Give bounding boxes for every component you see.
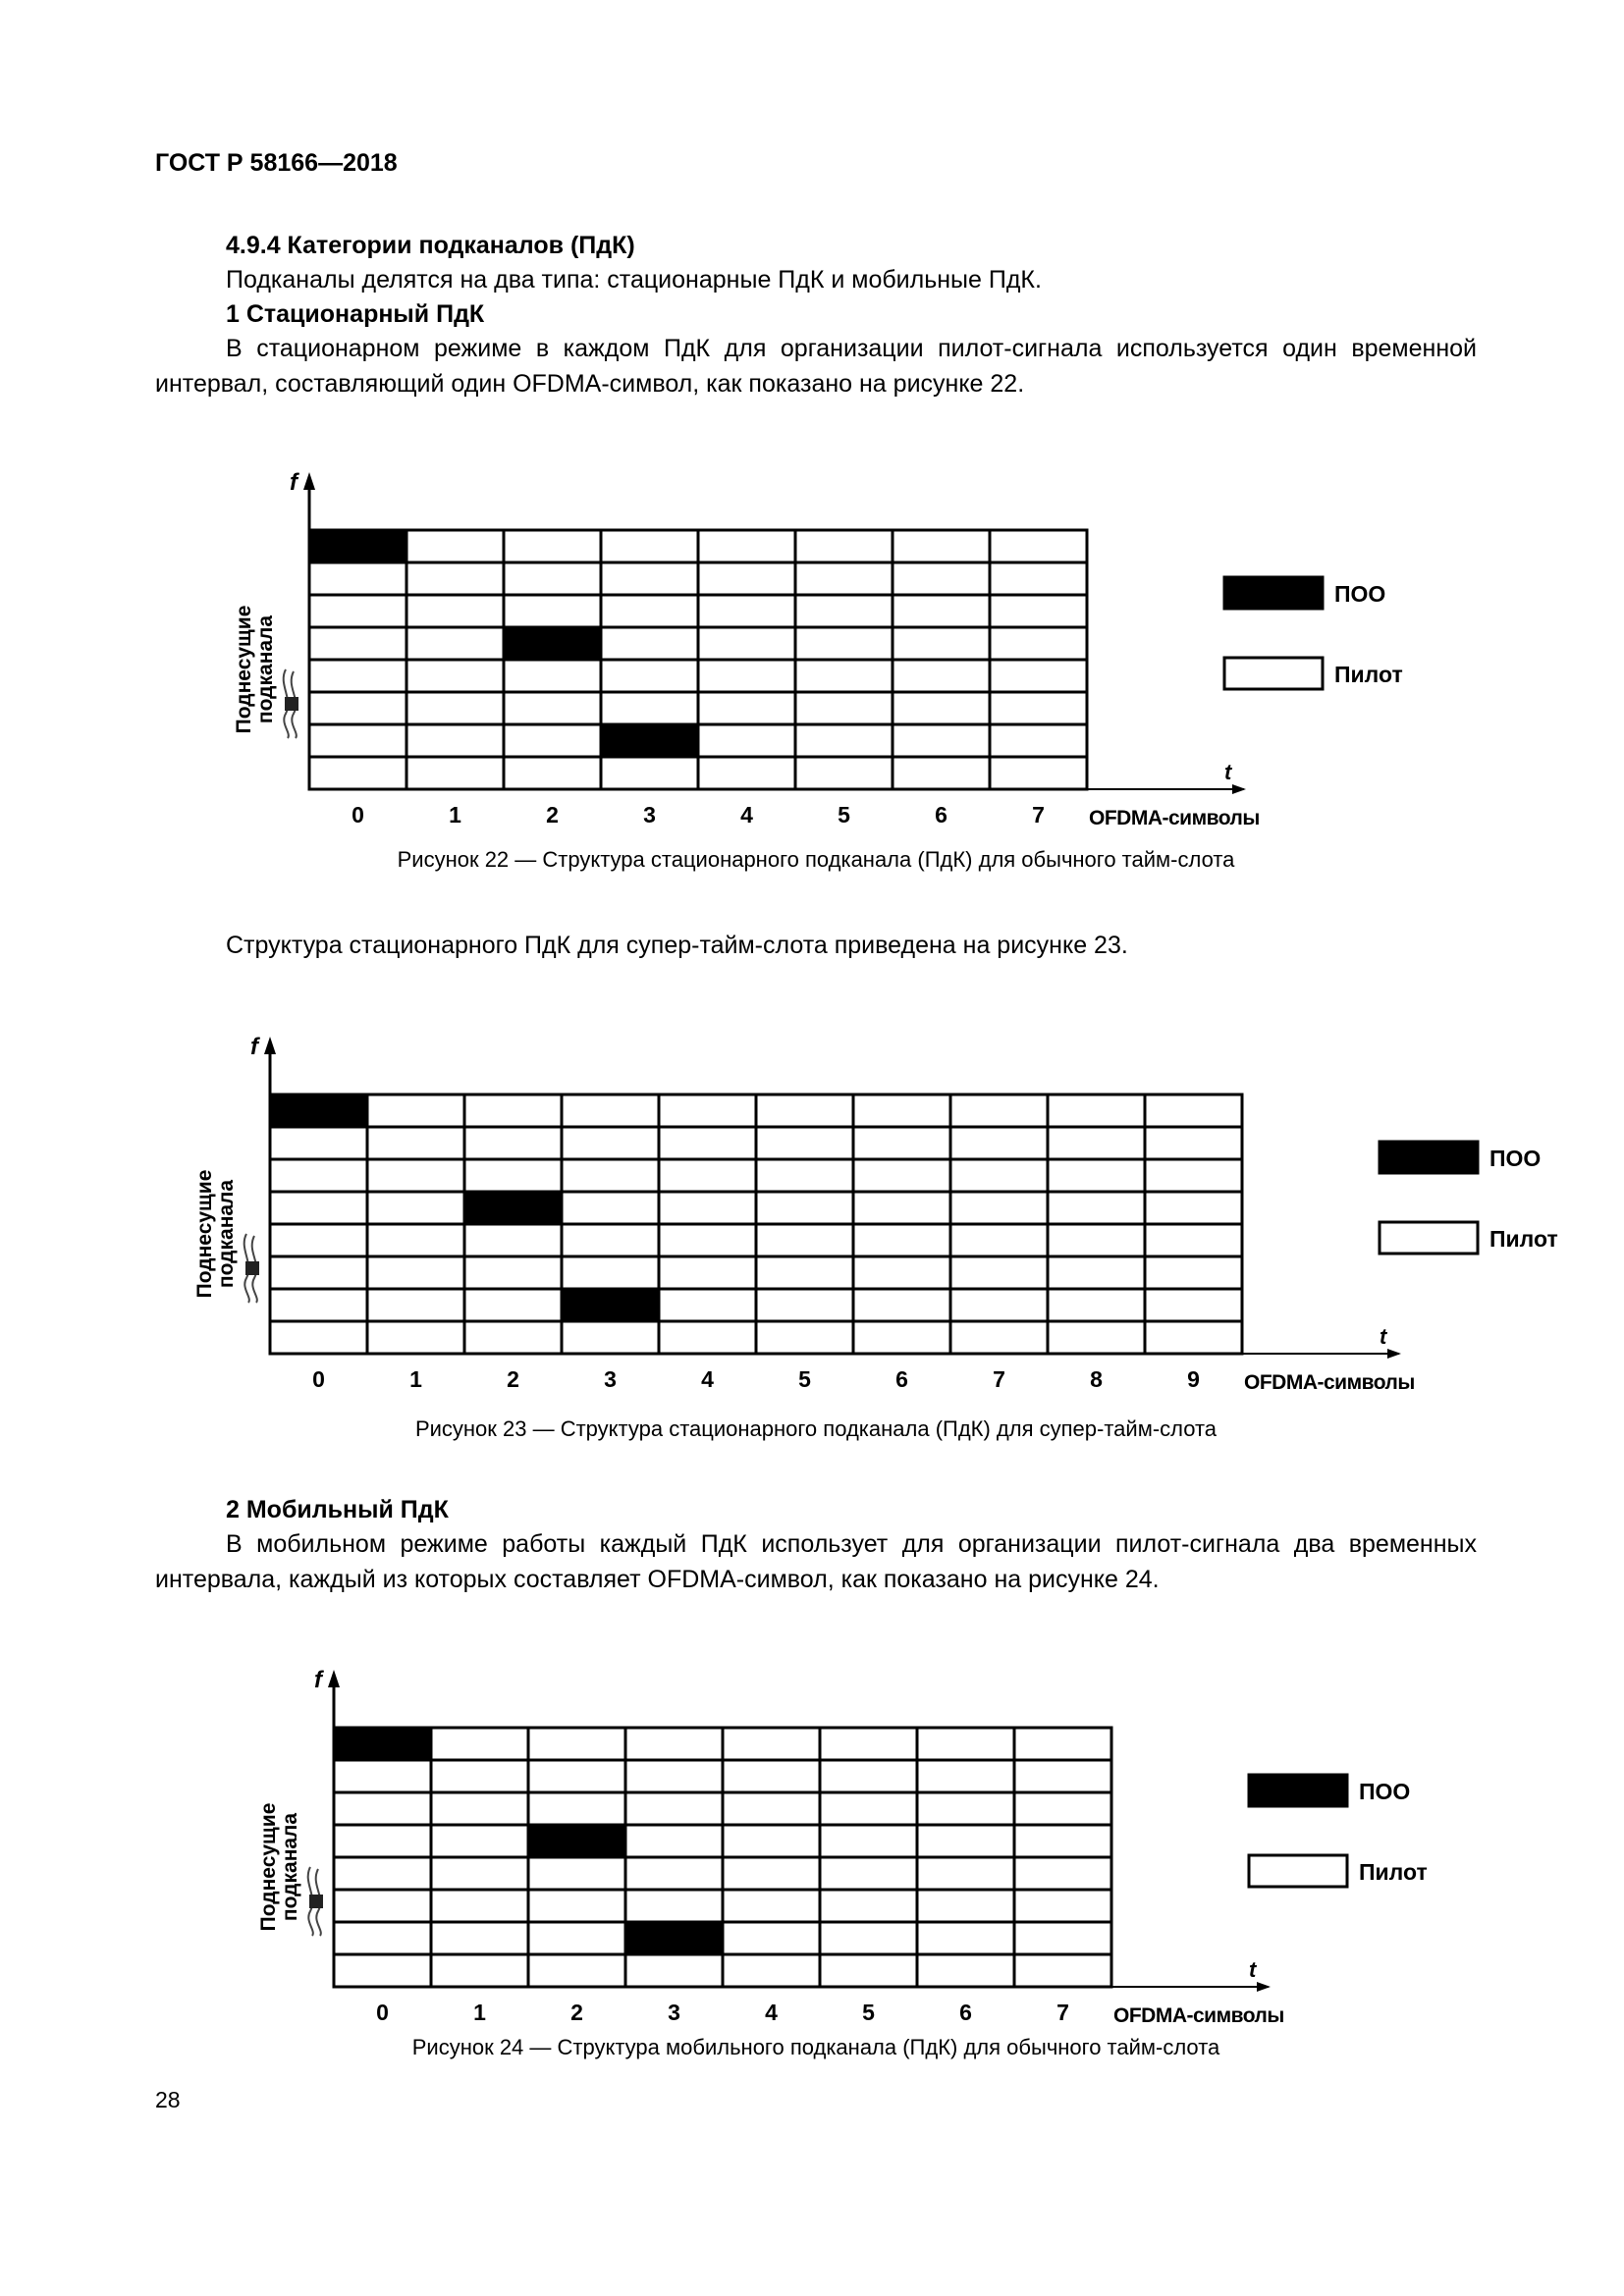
- legend-label: ПОО: [1489, 1146, 1542, 1171]
- legend-swatch-empty: [1224, 658, 1323, 689]
- grid-cell: [698, 627, 795, 660]
- grid-cell: [950, 1321, 1048, 1354]
- grid-cell: [406, 660, 504, 692]
- squiggle-mark: [285, 697, 298, 711]
- grid-cell: [528, 1890, 625, 1922]
- grid-cell: [990, 757, 1087, 789]
- y-axis-arrow: [328, 1670, 340, 1687]
- grid-cell: [504, 595, 601, 627]
- grid-cell: [367, 1095, 464, 1127]
- grid-cell: [659, 1224, 756, 1256]
- grid-cell: [990, 660, 1087, 692]
- grid-cell: [1048, 1321, 1145, 1354]
- grid-cell: [367, 1224, 464, 1256]
- figure-24-caption: Рисунок 24 — Структура мобильного подканала (ПдК) для обычного тайм-слота: [411, 2035, 1220, 2059]
- x-tick-label: 5: [862, 2000, 875, 2025]
- legend-swatch-filled: [1380, 1142, 1478, 1173]
- grid-cell: [917, 1760, 1014, 1792]
- x-tick-label: 2: [546, 802, 559, 828]
- grid-cell: [917, 1728, 1014, 1760]
- grid-cell: [431, 1922, 528, 1954]
- grid-cell: [756, 1224, 853, 1256]
- grid-cell: [795, 757, 893, 789]
- grid-cell: [625, 1825, 723, 1857]
- grid-cell: [270, 1321, 367, 1354]
- grid-cell: [601, 562, 698, 595]
- figure-22-caption: Рисунок 22 — Структура стационарного подканала (ПдК) для обычного тайм-слота: [397, 847, 1235, 872]
- grid-cell: [464, 1321, 562, 1354]
- grid-cell: [917, 1825, 1014, 1857]
- grid-cell: [367, 1192, 464, 1224]
- x-tick-label: 5: [838, 802, 850, 828]
- grid-cell: [562, 1095, 659, 1127]
- grid-cell: [698, 530, 795, 562]
- grid-cell: [528, 1728, 625, 1760]
- grid-cell: [625, 1954, 723, 1987]
- grid-cell: [270, 1127, 367, 1159]
- y-axis-label-group: [193, 1170, 238, 1299]
- grid-cell: [698, 660, 795, 692]
- figure-22-chart: [216, 466, 1424, 829]
- grid-cell: [528, 1760, 625, 1792]
- x-axis-arrow: [1232, 784, 1246, 794]
- grid-cell: [950, 1095, 1048, 1127]
- grid-cell: [990, 595, 1087, 627]
- grid-cell-filled: [464, 1192, 562, 1224]
- grid-cell: [990, 724, 1087, 757]
- grid-cell: [1014, 1857, 1111, 1890]
- grid-cell: [464, 1127, 562, 1159]
- x-tick-label: 5: [798, 1366, 811, 1392]
- grid-cell: [853, 1256, 950, 1289]
- grid-cell: [504, 692, 601, 724]
- grid-cell: [367, 1289, 464, 1321]
- grid-cell: [698, 595, 795, 627]
- grid-cell: [309, 660, 406, 692]
- section-title: 4.9.4 Категории подканалов (ПдК): [226, 232, 635, 259]
- grid-cell: [464, 1159, 562, 1192]
- grid-cell: [1048, 1192, 1145, 1224]
- grid-cell: [601, 595, 698, 627]
- y-axis-letter: f: [314, 1667, 322, 1693]
- figure-23: [177, 1031, 1558, 1394]
- grid-cell: [698, 562, 795, 595]
- grid-cell: [309, 724, 406, 757]
- grid-cell: [893, 692, 990, 724]
- y-axis-label-line2: подканала: [279, 1812, 301, 1922]
- subsection-2-title: 2 Мобильный ПдК: [226, 1496, 449, 1523]
- grid-cell: [723, 1760, 820, 1792]
- grid-cell: [1145, 1192, 1242, 1224]
- grid-cell: [1048, 1224, 1145, 1256]
- grid-cell: [756, 1256, 853, 1289]
- grid-cell: [756, 1127, 853, 1159]
- grid-cell: [795, 692, 893, 724]
- squiggle-mark: [309, 1895, 323, 1908]
- y-axis-letter: f: [250, 1034, 258, 1060]
- grid-cell: [562, 1127, 659, 1159]
- grid-cell: [1014, 1728, 1111, 1760]
- grid-cell: [309, 595, 406, 627]
- grid-cell: [309, 757, 406, 789]
- grid-cell-filled: [270, 1095, 367, 1127]
- x-tick-label: 8: [1090, 1366, 1103, 1392]
- grid-cell: [367, 1127, 464, 1159]
- y-axis-label-line1: Поднесущие: [233, 605, 255, 734]
- intro-paragraph: Подканалы делятся на два типа: стационарные ПдК и мобильные ПдК.: [226, 266, 1042, 294]
- grid-cell: [1048, 1256, 1145, 1289]
- x-tick-label: 0: [352, 802, 364, 828]
- grid-cell: [1145, 1321, 1242, 1354]
- x-axis-arrow: [1387, 1349, 1401, 1359]
- grid-cell: [270, 1256, 367, 1289]
- grid-cell: [990, 692, 1087, 724]
- grid-cell: [309, 692, 406, 724]
- grid-cell: [820, 1857, 917, 1890]
- legend-label: Пилот: [1359, 1859, 1428, 1885]
- grid-cell: [601, 660, 698, 692]
- x-tick-label: 0: [376, 2000, 389, 2025]
- grid-cell: [562, 1192, 659, 1224]
- grid-cell: [464, 1224, 562, 1256]
- grid-cell-filled: [309, 530, 406, 562]
- grid-cell: [464, 1095, 562, 1127]
- grid-cell: [659, 1256, 756, 1289]
- grid-cell: [659, 1289, 756, 1321]
- grid-cell: [334, 1890, 431, 1922]
- grid-cell: [1145, 1256, 1242, 1289]
- figure-23-reference: Структура стационарного ПдК для супер-тайм-слота приведена на рисунке 23.: [226, 932, 1128, 959]
- grid-cell: [464, 1256, 562, 1289]
- x-tick-label: 9: [1187, 1366, 1200, 1392]
- grid-cell: [431, 1760, 528, 1792]
- grid-cell: [334, 1760, 431, 1792]
- grid-cell: [270, 1224, 367, 1256]
- grid-cell: [601, 757, 698, 789]
- grid-cell: [853, 1321, 950, 1354]
- grid-cell: [820, 1825, 917, 1857]
- grid-cell: [1014, 1792, 1111, 1825]
- grid-cell: [756, 1095, 853, 1127]
- grid-cell: [504, 660, 601, 692]
- grid-cell-filled: [334, 1728, 431, 1760]
- grid-cell: [893, 530, 990, 562]
- grid-cell: [917, 1857, 1014, 1890]
- grid-cell: [528, 1857, 625, 1890]
- x-axis-label: OFDMA-символы: [1113, 2004, 1284, 2027]
- legend-label: Пилот: [1489, 1226, 1558, 1252]
- grid-cell: [659, 1127, 756, 1159]
- grid-cell: [756, 1321, 853, 1354]
- grid-cell: [309, 627, 406, 660]
- grid-cell: [406, 530, 504, 562]
- grid-cell: [893, 757, 990, 789]
- grid-cell: [893, 660, 990, 692]
- grid-cell: [723, 1825, 820, 1857]
- x-tick-label: 2: [570, 2000, 583, 2025]
- grid-cell: [562, 1224, 659, 1256]
- grid-cell-filled: [601, 724, 698, 757]
- squiggle-mark: [245, 1261, 259, 1275]
- grid-cell: [698, 692, 795, 724]
- grid-cell: [504, 757, 601, 789]
- grid-cell: [723, 1792, 820, 1825]
- x-tick-label: 2: [507, 1366, 519, 1392]
- grid-cell: [431, 1825, 528, 1857]
- grid-cell: [820, 1760, 917, 1792]
- grid-cell: [1145, 1289, 1242, 1321]
- x-tick-label: 6: [959, 2000, 972, 2025]
- x-tick-label: 1: [473, 2000, 486, 2025]
- grid-cell: [698, 757, 795, 789]
- grid-cell: [723, 1922, 820, 1954]
- document-header: ГОСТ Р 58166—2018: [155, 149, 398, 177]
- grid-cell-filled: [528, 1825, 625, 1857]
- figure-23-caption: Рисунок 23 — Структура стационарного подканала (ПдК) для супер-тайм-слота: [414, 1416, 1218, 1441]
- grid-cell: [795, 724, 893, 757]
- grid-cell: [917, 1922, 1014, 1954]
- grid-cell: [795, 562, 893, 595]
- grid-cell: [270, 1159, 367, 1192]
- grid-cell: [1014, 1825, 1111, 1857]
- x-axis-letter: t: [1380, 1324, 1387, 1349]
- grid-cell: [334, 1792, 431, 1825]
- grid-cell: [504, 724, 601, 757]
- legend-swatch-empty: [1249, 1855, 1347, 1887]
- grid-cell: [625, 1728, 723, 1760]
- grid-cell-filled: [504, 627, 601, 660]
- grid-cell: [504, 530, 601, 562]
- grid-cell: [820, 1728, 917, 1760]
- grid-cell: [1048, 1289, 1145, 1321]
- grid-cell: [464, 1289, 562, 1321]
- grid-cell: [1014, 1760, 1111, 1792]
- y-axis-label-line1: Поднесущие: [193, 1169, 216, 1299]
- legend-label: Пилот: [1334, 662, 1403, 687]
- figure-24-chart: [241, 1664, 1448, 2027]
- grid-cell: [504, 562, 601, 595]
- grid-cell: [431, 1890, 528, 1922]
- grid-cell: [431, 1728, 528, 1760]
- x-tick-label: 6: [895, 1366, 908, 1392]
- grid-cell: [893, 724, 990, 757]
- grid-cell: [1014, 1890, 1111, 1922]
- grid-cell: [406, 724, 504, 757]
- legend-swatch-filled: [1224, 577, 1323, 609]
- grid-cell: [723, 1728, 820, 1760]
- page-number: 28: [155, 2087, 181, 2112]
- grid-cell: [659, 1095, 756, 1127]
- figure-24: [241, 1664, 1448, 2027]
- grid-cell: [853, 1127, 950, 1159]
- grid-cell: [990, 627, 1087, 660]
- grid-cell: [917, 1890, 1014, 1922]
- y-axis-label-group: [257, 1803, 301, 1932]
- grid-cell: [406, 757, 504, 789]
- grid-cell: [1145, 1224, 1242, 1256]
- grid-cell: [893, 562, 990, 595]
- grid-cell: [990, 562, 1087, 595]
- grid-cell: [406, 595, 504, 627]
- x-axis-arrow: [1257, 1982, 1271, 1992]
- grid-cell: [562, 1321, 659, 1354]
- grid-cell: [659, 1321, 756, 1354]
- x-tick-label: 6: [935, 802, 947, 828]
- grid-cell: [406, 692, 504, 724]
- grid-cell: [601, 530, 698, 562]
- grid-cell: [756, 1289, 853, 1321]
- grid-cell: [795, 530, 893, 562]
- grid-cell: [723, 1890, 820, 1922]
- subsection-1-paragraph: В стационарном режиме в каждом ПдК для организации пилот-сигнала используется один временной интервал, составляющий один OFDMA-символ, как показано на рисунке 22.: [155, 335, 1477, 398]
- y-axis-arrow: [264, 1037, 276, 1054]
- grid-cell: [820, 1890, 917, 1922]
- x-tick-label: 4: [765, 2000, 778, 2025]
- grid-cell: [950, 1289, 1048, 1321]
- x-tick-label: 7: [993, 1366, 1005, 1392]
- grid-cell: [601, 627, 698, 660]
- grid-cell: [1048, 1127, 1145, 1159]
- y-axis-arrow: [303, 472, 315, 490]
- grid-cell: [431, 1954, 528, 1987]
- grid-cell: [528, 1922, 625, 1954]
- grid-cell: [367, 1256, 464, 1289]
- grid-cell: [853, 1224, 950, 1256]
- grid-cell: [334, 1825, 431, 1857]
- y-axis-label-line1: Поднесущие: [257, 1802, 280, 1932]
- grid-cell: [601, 692, 698, 724]
- grid-cell: [528, 1954, 625, 1987]
- grid-cell: [1048, 1095, 1145, 1127]
- x-tick-label: 1: [409, 1366, 422, 1392]
- legend-label: ПОО: [1334, 581, 1386, 607]
- grid-cell: [406, 562, 504, 595]
- grid-cell-filled: [625, 1922, 723, 1954]
- grid-cell: [659, 1192, 756, 1224]
- x-axis-letter: t: [1224, 760, 1232, 784]
- grid-cell: [1014, 1922, 1111, 1954]
- grid-cell: [431, 1857, 528, 1890]
- grid-cell: [270, 1289, 367, 1321]
- grid-cell: [990, 530, 1087, 562]
- figure-22: [216, 466, 1424, 829]
- grid-cell: [893, 627, 990, 660]
- grid-cell: [1014, 1954, 1111, 1987]
- subsection-2-paragraph: В мобильном режиме работы каждый ПдК использует для организации пилот-сигнала два временных интервала, каждый из которых составляет OFDMA-символ, как показано на рисунке 24.: [155, 1530, 1477, 1593]
- legend-label: ПОО: [1359, 1779, 1411, 1804]
- grid-cell: [528, 1792, 625, 1825]
- x-tick-label: 0: [312, 1366, 325, 1392]
- grid-cell: [406, 627, 504, 660]
- x-tick-label: 3: [604, 1366, 617, 1392]
- grid-cell: [367, 1159, 464, 1192]
- grid-cell: [893, 595, 990, 627]
- grid-cell: [431, 1792, 528, 1825]
- grid-cell: [659, 1159, 756, 1192]
- x-axis-label: OFDMA-символы: [1244, 1371, 1415, 1394]
- grid-cell: [723, 1857, 820, 1890]
- legend-swatch-filled: [1249, 1775, 1347, 1806]
- grid-cell: [698, 724, 795, 757]
- y-axis-label-line2: подканала: [254, 614, 277, 724]
- grid-cell: [367, 1321, 464, 1354]
- grid-cell: [950, 1127, 1048, 1159]
- grid-cell: [853, 1095, 950, 1127]
- grid-cell: [334, 1922, 431, 1954]
- x-tick-label: 4: [740, 802, 753, 828]
- grid-cell: [562, 1159, 659, 1192]
- x-tick-label: 7: [1032, 802, 1045, 828]
- grid-cell: [625, 1890, 723, 1922]
- grid-cell: [562, 1256, 659, 1289]
- x-tick-label: 3: [643, 802, 656, 828]
- x-tick-label: 7: [1056, 2000, 1069, 2025]
- subsection-1-title: 1 Стационарный ПдК: [226, 300, 485, 328]
- x-axis-label: OFDMA-символы: [1089, 807, 1260, 829]
- y-axis-label-group: [233, 606, 277, 734]
- grid-cell: [270, 1192, 367, 1224]
- grid-cell: [1048, 1159, 1145, 1192]
- grid-cell: [625, 1857, 723, 1890]
- grid-cell: [756, 1192, 853, 1224]
- grid-cell-filled: [562, 1289, 659, 1321]
- grid-cell: [917, 1792, 1014, 1825]
- x-axis-letter: t: [1249, 1957, 1257, 1982]
- x-tick-label: 3: [668, 2000, 680, 2025]
- y-axis-label-line2: подканала: [215, 1179, 238, 1289]
- grid-cell: [950, 1256, 1048, 1289]
- grid-cell: [756, 1159, 853, 1192]
- legend-swatch-empty: [1380, 1222, 1478, 1254]
- grid-cell: [625, 1792, 723, 1825]
- grid-cell: [334, 1954, 431, 1987]
- grid-cell: [795, 595, 893, 627]
- x-tick-label: 4: [701, 1366, 714, 1392]
- figure-23-chart: [177, 1031, 1558, 1394]
- grid-cell: [625, 1760, 723, 1792]
- grid-cell: [917, 1954, 1014, 1987]
- x-tick-label: 1: [449, 802, 461, 828]
- grid-cell: [853, 1159, 950, 1192]
- grid-cell: [950, 1192, 1048, 1224]
- grid-cell: [820, 1954, 917, 1987]
- grid-cell: [795, 660, 893, 692]
- grid-cell: [950, 1159, 1048, 1192]
- grid-cell: [309, 562, 406, 595]
- y-axis-letter: f: [290, 469, 298, 496]
- grid-cell: [853, 1289, 950, 1321]
- grid-cell: [723, 1954, 820, 1987]
- grid-cell: [820, 1922, 917, 1954]
- grid-cell: [950, 1224, 1048, 1256]
- grid-cell: [853, 1192, 950, 1224]
- grid-cell: [820, 1792, 917, 1825]
- grid-cell: [334, 1857, 431, 1890]
- grid-cell: [1145, 1159, 1242, 1192]
- grid-cell: [795, 627, 893, 660]
- grid-cell: [1145, 1095, 1242, 1127]
- grid-cell: [1145, 1127, 1242, 1159]
